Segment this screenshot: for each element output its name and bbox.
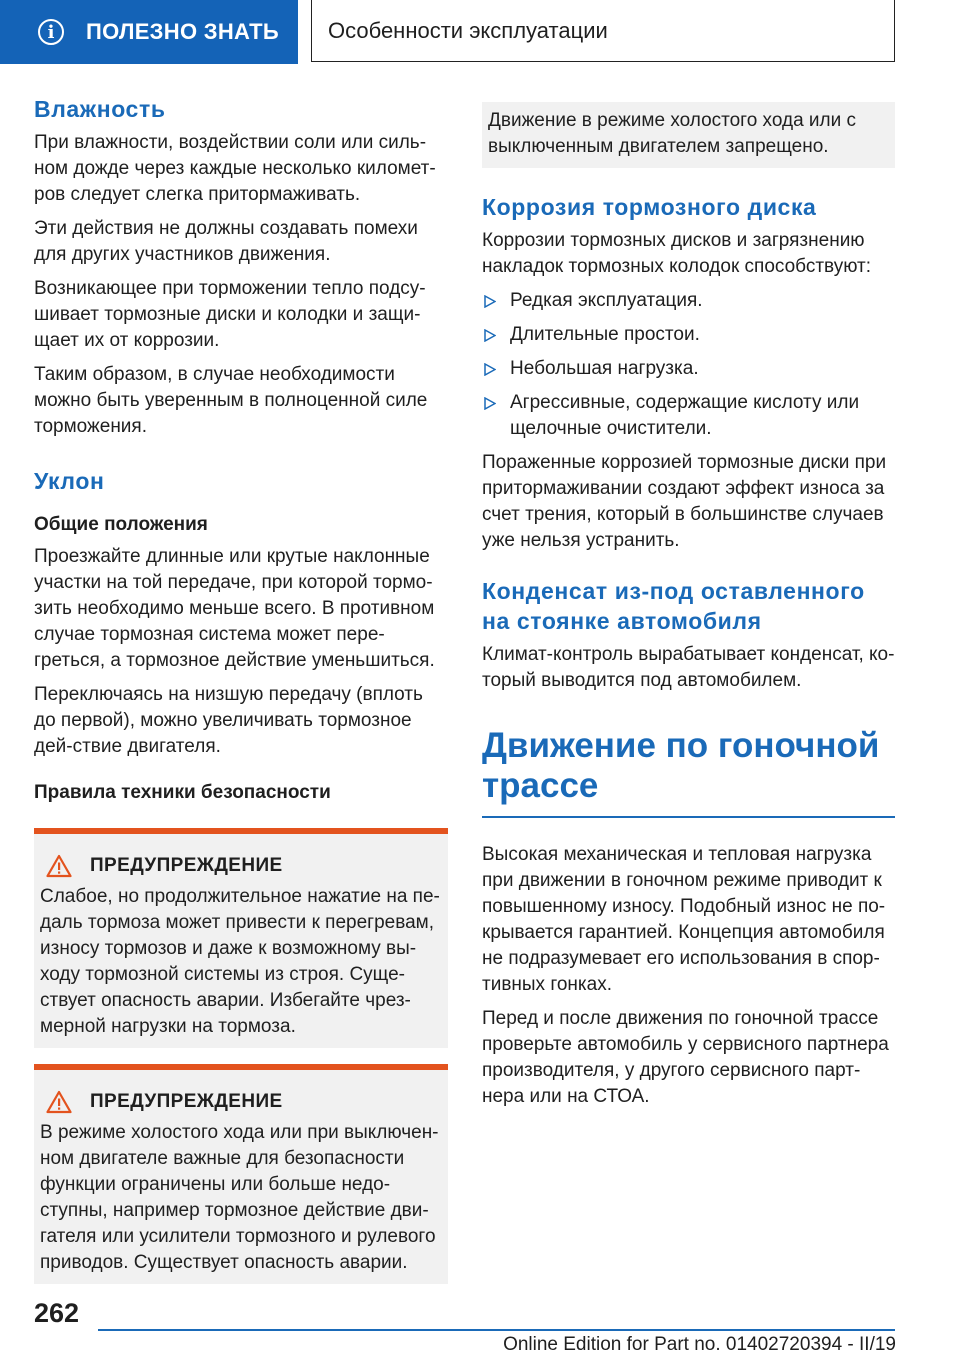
paragraph: Проезжайте длинные или крутые наклонные участки на той передаче, при которой тормо-зить необходимо меньше всего. В противном случае тормозная система может пере-греться, а тормозное действие уменьшиться. xyxy=(34,546,435,671)
paragraph: Высокая механическая и тепловая нагрузка при движении в гоночном режиме приводит к повышенному износу. Подобный износ не по-крывается гарантией. Концепция автомобиля не подразумевает его использования в спор-тивных гонках. xyxy=(482,844,886,995)
subsection-title-general: Общие положения xyxy=(34,514,208,535)
paragraph: Эти действия не должны создавать помехи для других участников движения. xyxy=(34,218,418,265)
list-item-text: Редкая эксплуатация. xyxy=(510,290,703,311)
warning-box xyxy=(34,1064,448,1284)
chapter-divider xyxy=(482,816,895,818)
section-title-slope: Уклон xyxy=(34,468,105,494)
warning-text: В режиме холостого хода или при выключен-ном двигателе важные для безопасности функции ограничены или больше недо-ступны, например тормозное действие дви-гателя или усилители тормозного и рулевого приводов. Существует опасность аварии. xyxy=(40,1122,439,1273)
page-number: 262 xyxy=(34,1298,80,1328)
list-item xyxy=(482,356,895,382)
corrosion-list xyxy=(482,288,895,442)
footer-divider xyxy=(98,1329,895,1331)
header-section-title: Особенности эксплуатации xyxy=(328,17,608,43)
paragraph: Перед и после движения по гоночной трассе проверьте автомобиль у сервисного партнера производителя, у другого сервисного парт-нера или на СТОА. xyxy=(482,1008,889,1107)
chapter-title-race-track: Движение по гоночной трассе xyxy=(482,726,880,805)
info-icon: i xyxy=(38,19,64,45)
list-item xyxy=(482,322,895,348)
warning-triangle-icon xyxy=(46,1090,72,1114)
header-tab[interactable] xyxy=(0,0,298,64)
triangle-bullet-icon xyxy=(484,329,496,342)
subsection-title-safety: Правила техники безопасности xyxy=(34,782,331,803)
triangle-bullet-icon xyxy=(484,363,496,376)
header-section-title-box xyxy=(311,0,895,62)
paragraph: При влажности, воздействии соли или силь-ном дожде через каждые несколько километ-ров следует слегка притормаживать. xyxy=(34,132,436,205)
paragraph: Пораженные коррозией тормозные диски при притормаживании создают эффект износа за счет трения, который в большинстве случаев уже нельзя устранить. xyxy=(482,452,887,551)
note-box xyxy=(482,102,895,168)
paragraph: Переключаясь на низшую передачу (вплоть до первой), можно увеличивать тормозное дей-ствие двигателя. xyxy=(34,684,423,757)
list-item-text: Небольшая нагрузка. xyxy=(510,358,699,379)
paragraph: Таким образом, в случае необходимости можно быть уверенным в полноценной силе торможения. xyxy=(34,364,428,437)
list-item xyxy=(482,288,895,314)
warning-box xyxy=(34,828,448,1048)
list-item-text: Агрессивные, содержащие кислоту или щелочные очистители. xyxy=(510,392,860,439)
list-item xyxy=(482,390,895,442)
note-text: Движение в режиме холостого хода или с выключенным двигателем запрещено. xyxy=(488,110,857,157)
section-title-corrosion: Коррозия тормозного диска xyxy=(482,194,817,220)
section-title-condensate: Конденсат из-под оставленного на стоянке автомобиля xyxy=(482,578,865,634)
paragraph: Коррозии тормозных дисков и загрязнению накладок тормозных колодок способствуют: xyxy=(482,230,872,277)
header-tab-label: ПОЛЕЗНО ЗНАТЬ xyxy=(86,19,279,44)
left-column xyxy=(34,94,448,1284)
triangle-bullet-icon xyxy=(484,397,496,410)
triangle-bullet-icon xyxy=(484,295,496,308)
warning-text: Слабое, но продолжительное нажатие на пе-даль тормоза может привести к перегревам, износу тормозов и даже к возможному вы-ходу тормозной системы из строя. Суще-ствует опасность аварии. Избегайте чрез-мерной нагрузки на тормоза. xyxy=(40,886,440,1037)
right-column xyxy=(482,102,895,1118)
footer-edition: Online Edition for Part no. 01402720394 - II/19 xyxy=(503,1334,896,1355)
list-item-text: Длительные простои. xyxy=(510,324,700,345)
warning-label: ПРЕДУПРЕЖДЕНИЕ xyxy=(90,1091,283,1112)
warning-triangle-icon xyxy=(46,854,72,878)
paragraph: Возникающее при торможении тепло подсу-шивает тормозные диски и колодки и защи-щает их от коррозии. xyxy=(34,278,426,351)
paragraph: Климат-контроль вырабатывает конденсат, ко-торый выводится под автомобилем. xyxy=(482,644,895,691)
section-title-humidity: Влажность xyxy=(34,96,166,122)
warning-label: ПРЕДУПРЕЖДЕНИЕ xyxy=(90,855,283,876)
